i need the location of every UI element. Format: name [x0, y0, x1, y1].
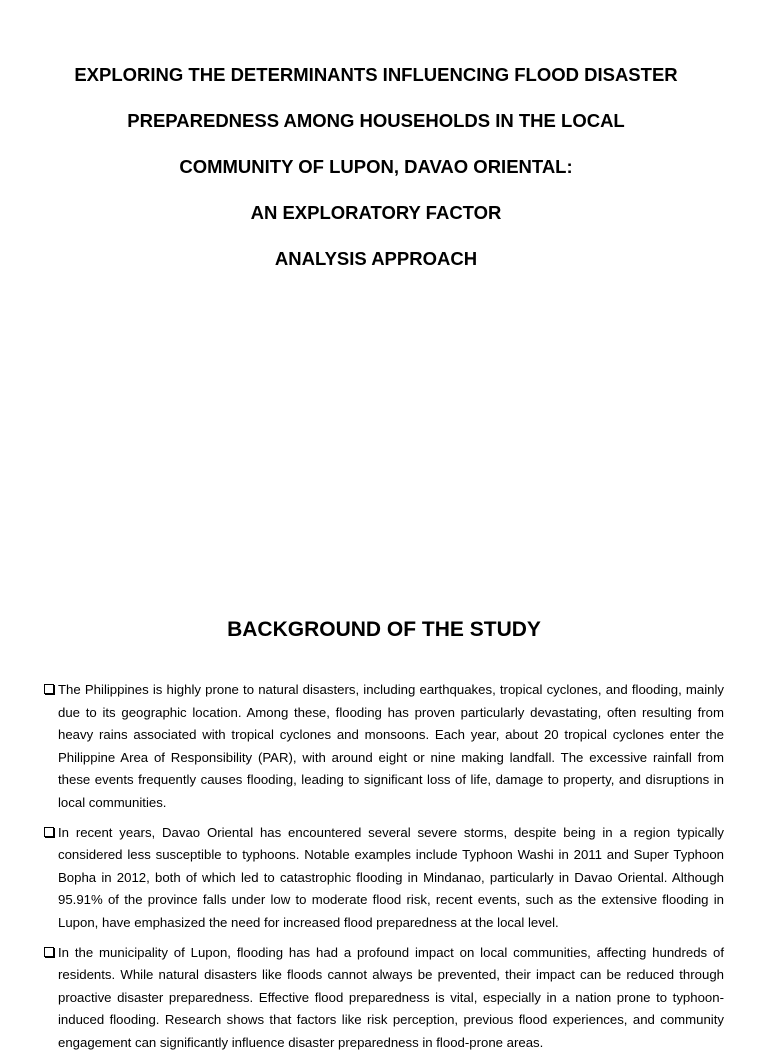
square-bullet-icon [44, 947, 54, 957]
square-bullet-icon [44, 684, 54, 694]
title-line-2: PREPAREDNESS AMONG HOUSEHOLDS IN THE LOCAL [127, 110, 625, 131]
list-item [44, 679, 724, 815]
paragraph-text: In recent years, Davao Oriental has encountered several severe storms, despite being in a region typically considered less susceptible to typhoons. Notable examples include Typhoon Washi in 2011 and Super Typhoon Bopha in 2012, both of which led to catastrophic flooding in Mindanao, particularly in Davao Oriental. Although 95.91% of the province falls under low to moderate flood risk, recent events, such as the extensive flooding in Lupon, have emphasized the need for increased flood preparedness at the local level. [58, 824, 724, 930]
square-bullet-icon [44, 827, 54, 837]
paragraph-text: In the municipality of Lupon, flooding has had a profound impact on local communities, affecting hundreds of residents. While natural disasters like floods cannot always be prevented, their impact can be reduced through proactive disaster preparedness. Effective flood preparedness is vital, especially in a nation prone to typhoon-induced flooding. Research shows that factors like risk perception, previous flood experiences, and community engagement can significantly influence disaster preparedness in flood-prone areas. [58, 944, 724, 1050]
paragraph-text: The Philippines is highly prone to natural disasters, including earthquakes, tropical cyclones, and flooding, mainly due to its geographic location. Among these, flooding has proven particularly devastating, often resulting from heavy rains associated with tropical cyclones and monsoons. Each year, about 20 tropical cyclones enter the Philippine Area of Responsibility (PAR), with around eight or nine making landfall. The excessive rainfall from these events frequently causes flooding, leading to significant loss of life, damage to property, and disruptions in local communities. [58, 682, 724, 810]
title-line-5: ANALYSIS APPROACH [274, 248, 478, 269]
list-item [44, 942, 724, 1055]
title-line-4: AN EXPLORATORY FACTOR [250, 202, 502, 223]
document-title [0, 52, 752, 282]
section-heading: BACKGROUND OF THE STUDY [227, 618, 541, 641]
title-line-3: COMMUNITY OF LUPON, DAVAO ORIENTAL: [179, 156, 573, 177]
list-item [44, 822, 724, 935]
title-line-1: EXPLORING THE DETERMINANTS INFLUENCING FLOOD DISASTER [74, 64, 678, 85]
background-paragraph-list [44, 679, 724, 1062]
